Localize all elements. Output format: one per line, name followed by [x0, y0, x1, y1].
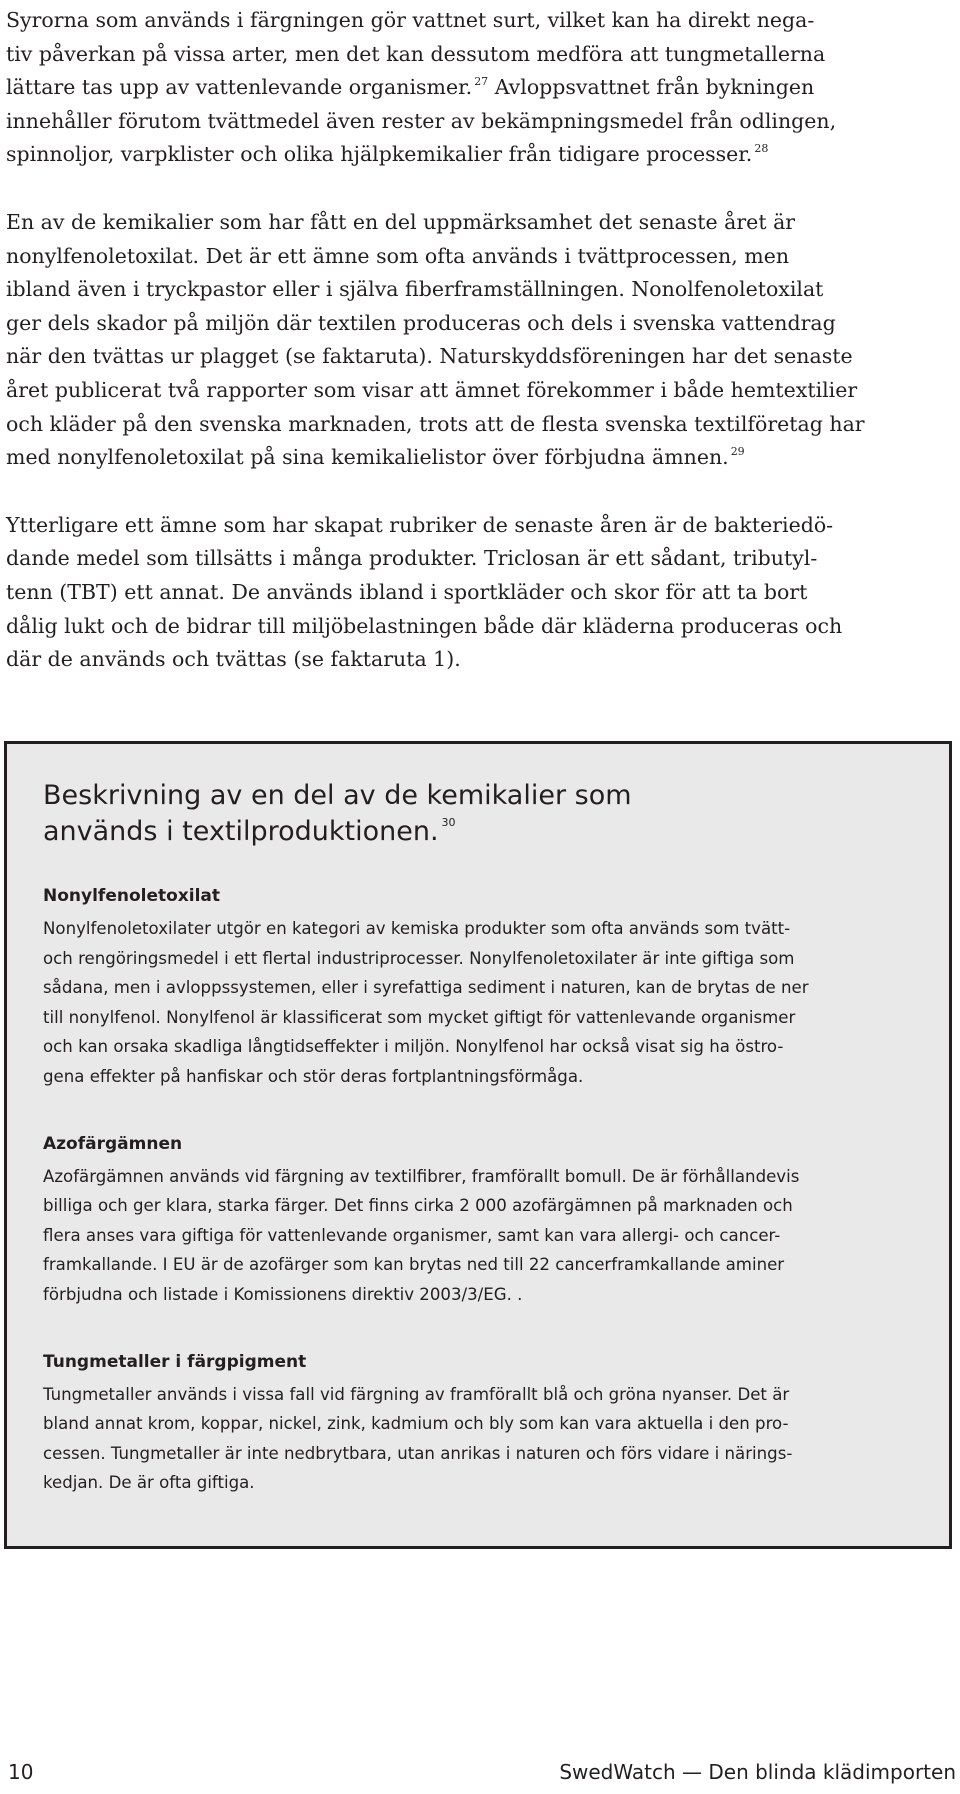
body-text: [6, 4, 954, 711]
fact-box-content: [43, 778, 923, 1538]
fact-section-nonylfenoletoxilat: [43, 884, 923, 1092]
fact-section-tungmetaller: [43, 1350, 923, 1498]
footnote-ref-27: 27: [474, 75, 489, 89]
paragraph-2-text: En av de kemikalier som har fått en del uppmärksamhet det senaste året är nonylfenoletoxilat. Det är ett ämne som ofta används i tvättprocessen, men ibland även i tryckpastor eller i själva fiberframställningen. Nonolfenoletoxilat ger dels skador på miljön där textilen produceras och dels i svenska vattendrag när den tvättas ur plagget (se faktaruta). Naturskyddsföreningen har det senaste året publicerat två rapporter som visar att ämnet förekommer i både hemtextilier och kläder på den svenska marknaden, trots att de flesta svenska textilföretag har med nonylfenoletoxilat på sina kemikalielistor över förbjudna ämnen.: [6, 209, 865, 470]
fact-section-text: Tungmetaller används i vissa fall vid färgning av framförallt blå och gröna nyanser. Det är bland annat krom, koppar, nickel, zink, kadmium och bly som kan vara aktuella i den pro- cessen. Tungmetaller är inte nedbrytbara, utan anrikas i naturen och förs vidare i närings- kedjan. De är ofta giftiga.: [43, 1384, 793, 1493]
fact-section-text: Nonylfenoletoxilater utgör en kategori av kemiska produkter som ofta används som tvätt- och rengöringsmedel i ett flertal industriprocesser. Nonylfenoletoxilater är inte giftiga som sådana, men i avloppssystemen, eller i syrefattiga sediment i naturen, kan de brytas de ner till nonylfenol. Nonylfenol är klassificerat som mycket giftigt för vattenlevande organismer och kan orsaka skadliga långtidseffekter i miljön. Nonylfenol har också visat sig ha östro- gena effekter på hanfiskar och stör deras fortplantningsförmåga.: [43, 919, 809, 1086]
page-number: 10: [8, 1760, 34, 1784]
fact-section-text: Azofärgämnen används vid färgning av textilfibrer, framförallt bomull. De är förhållandevis billiga och ger klara, starka färger. Det finns cirka 2 000 azofärgämnen på marknaden och flera anses vara giftiga för vattenlevande organismer, samt kan vara allergi- och cancer- framkallande. I EU är de azofärger som kan brytas ned till 22 cancerframkallande aminer förbjudna och listade i Komissionens direktiv 2003/3/EG. .: [43, 1166, 800, 1304]
footnote-ref-28: 28: [754, 142, 769, 156]
fact-box-title: [43, 778, 923, 850]
paragraph-2: [6, 206, 954, 475]
fact-section-heading: Nonylfenoletoxilat: [43, 886, 221, 906]
paragraph-1-text-a: Syrorna som används i färgningen gör vattnet surt, vilket kan ha direkt nega- tiv påverkan på vissa arter, men det kan dessutom medföra att tungmetallerna lättare tas upp av vattenlevande organismer.: [6, 8, 826, 100]
fact-section-azofargamnen: [43, 1132, 923, 1310]
paragraph-3: [6, 509, 954, 677]
running-footer-title: SwedWatch — Den blinda klädimporten: [559, 1760, 956, 1784]
footnote-ref-30: 30: [441, 816, 456, 829]
paragraph-3-text: Ytterligare ett ämne som har skapat rubriker de senaste åren är de bakteriedö- dande medel som tillsätts i många produkter. Triclosan är ett sådant, tributyl- tenn (TBT) ett annat. De används ibland i sportkläder och skor för att ta bort dålig lukt och de bidrar till miljöbelastningen både där kläderna produceras och där de används och tvättas (se faktaruta 1).: [6, 512, 843, 672]
fact-section-heading: Azofärgämnen: [43, 1133, 183, 1154]
paragraph-1-text-b: Avloppsvattnet från bykningen innehåller förutom tvättmedel även rester av bekämpningsmedel från odlingen, spinnoljor, varpklister och olika hjälpkemikalier från tidigare processer.: [6, 75, 837, 167]
fact-box: [4, 741, 952, 1549]
fact-box-title-text: Beskrivning av en del av de kemikalier som används i textilproduktionen.: [43, 780, 632, 847]
footnote-ref-29: 29: [730, 445, 745, 459]
paragraph-1: [6, 4, 954, 172]
fact-section-heading: Tungmetaller i färgpigment: [43, 1351, 307, 1372]
